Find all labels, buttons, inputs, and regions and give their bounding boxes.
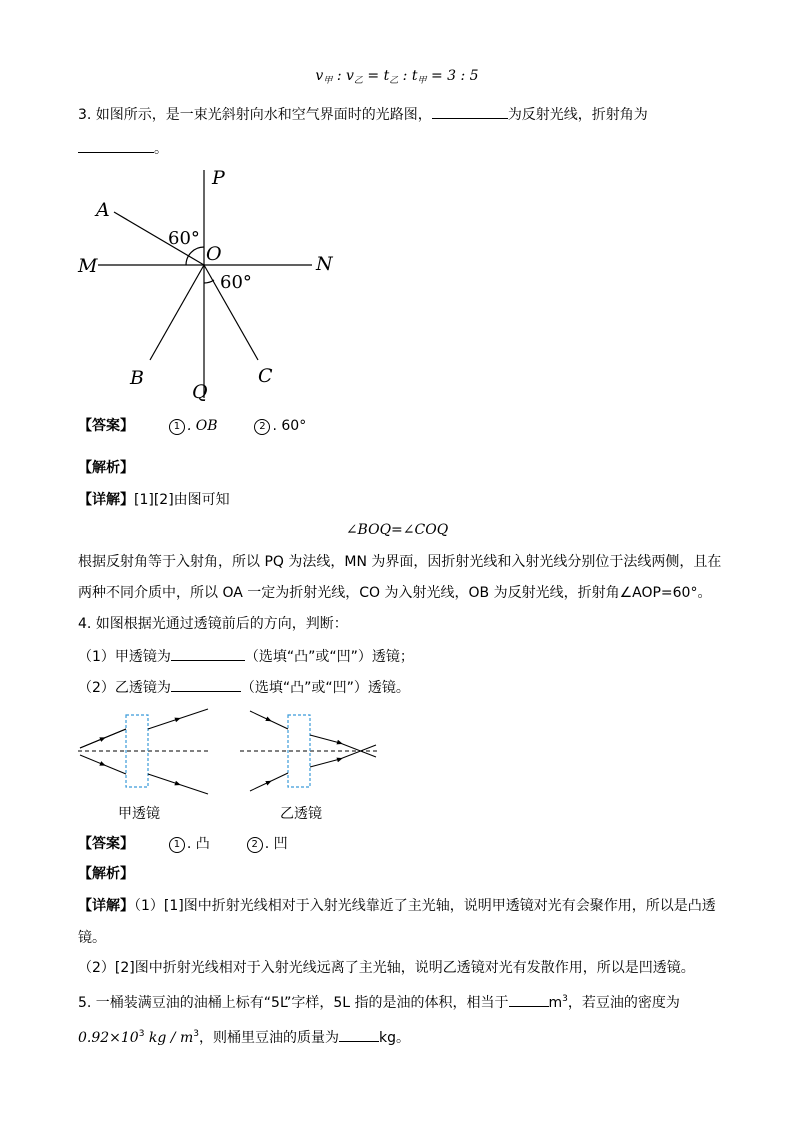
q3-stem-a: 3. 如图所示，是一束光斜射向水和空气界面时的光路图，	[78, 107, 432, 123]
answer-number-2: 2	[247, 837, 263, 853]
q5-blank-1	[509, 992, 549, 1007]
sub-jia: 甲	[323, 76, 333, 86]
q3-angle-formula: ∠BOQ=∠COQ	[345, 522, 449, 538]
q3-stem-line1	[78, 104, 648, 125]
answer-2: . 60°	[272, 418, 307, 434]
q3-blank-1	[432, 104, 508, 119]
answer-label: 【答案】	[78, 418, 134, 434]
q4-lens-diagram	[70, 705, 390, 830]
q4-answer-line	[78, 834, 288, 854]
angle-arc-bottom	[204, 280, 214, 283]
q4-part1-a: （1）甲透镜为	[78, 649, 171, 665]
q4-explanation-2: （2）[2]图中折射光线相对于入射光线远离了主光轴，说明乙透镜对光有发散作用，所以是凹透镜。	[78, 960, 695, 976]
top-ratio-formula	[0, 66, 794, 91]
label-m: M	[78, 255, 98, 277]
v-symbol: v	[315, 68, 324, 84]
q4-stem: 4. 如图根据光通过透镜前后的方向，判断：	[78, 616, 348, 632]
label-b: B	[130, 367, 144, 389]
q4-part1	[78, 646, 414, 667]
q3-analysis-label: 【解析】	[78, 460, 134, 476]
ray-ob	[150, 265, 204, 360]
angle-label-top: 60°	[168, 228, 200, 249]
q5-stem-c: ，则桶里豆油的质量为	[198, 1030, 339, 1046]
equals: =	[430, 68, 443, 84]
answer-number-2: 2	[254, 419, 270, 435]
colon: :	[402, 68, 408, 84]
q5-stem-b: ，若豆油的密度为	[567, 995, 680, 1011]
angle-arc-top	[186, 247, 204, 265]
q3-answer-line	[78, 416, 306, 436]
v-symbol: v	[345, 68, 354, 84]
label-a: A	[96, 199, 110, 221]
t-symbol: t	[383, 68, 390, 84]
q3-stem-line2	[78, 138, 168, 159]
answer-1: . OB	[186, 418, 218, 434]
lens-yi-label: 乙透镜	[280, 806, 322, 822]
q3-explanation-1: 根据反射角等于入射角，所以 PQ 为法线，MN 为界面，因折射光线和入射光线分别位于法线两侧，且在	[78, 554, 722, 570]
q5-density-unit-exp: 3	[193, 1029, 199, 1039]
answer-label: 【答案】	[78, 836, 134, 852]
q4-blank-2	[171, 677, 241, 692]
q5-density-unit: kg / m	[144, 1030, 194, 1046]
q5-blank-2	[339, 1027, 379, 1042]
label-n: N	[316, 253, 333, 275]
q4-part2-b: （选填“凸”或“凹”）透镜。	[240, 680, 410, 696]
answer-number-1: 1	[169, 419, 185, 435]
q4-part1-b: （选填“凸”或“凹”）透镜；	[244, 649, 414, 665]
angle-label-bottom: 60°	[220, 272, 252, 293]
q5-stem-line1	[78, 989, 680, 1013]
detail-label: 【详解】	[78, 898, 134, 914]
q4-explanation-1b: 镜。	[78, 930, 106, 946]
ratio-value: 3 : 5	[447, 68, 479, 84]
q5-density-exp: 3	[138, 1029, 145, 1039]
q3-stem-b: 为反射光线，折射角为	[507, 107, 648, 123]
q3-stem-end: 。	[154, 141, 168, 157]
q5-unit-2: kg。	[378, 1030, 410, 1046]
label-c: C	[258, 365, 273, 387]
q3-detail-intro: [1][2]由图可知	[134, 492, 230, 508]
answer-number-1: 1	[169, 837, 185, 853]
q5-unit-1: m	[548, 995, 563, 1011]
q4-explanation-1: （1）[1]图中折射光线相对于入射光线靠近了主光轴，说明甲透镜对光有会聚作用，所以是凸透	[134, 898, 716, 914]
q4-part2	[78, 677, 410, 698]
lens-yi	[240, 711, 380, 791]
sub-yi: 乙	[389, 76, 399, 86]
sub-jia: 甲	[417, 76, 427, 86]
answer-1: . 凸	[186, 836, 210, 852]
equals: =	[367, 68, 380, 84]
answer-2: . 凹	[264, 836, 288, 852]
q5-unit-1-exp: 3	[562, 994, 568, 1004]
label-o: O	[206, 243, 222, 265]
q5-stem-a: 5. 一桶装满豆油的油桶上标有“5L”字样，5L 指的是油的体积，相当于	[78, 995, 509, 1011]
q3-blank-2	[78, 138, 154, 153]
q3-explanation-2: 两种不同介质中，所以 OA 一定为折射光线，CO 为入射光线，OB 为反射光线，折射角∠AOP=60°。	[78, 585, 712, 601]
lens-jia-label: 甲透镜	[118, 806, 160, 822]
sub-yi: 乙	[353, 76, 363, 86]
q4-blank-1	[171, 646, 245, 661]
label-p: P	[212, 167, 225, 189]
lens-jia	[78, 709, 210, 794]
detail-label: 【详解】	[78, 492, 134, 508]
q5-density-value: 0.92×10	[78, 1030, 139, 1046]
colon: :	[336, 68, 342, 84]
q3-detail-line	[78, 490, 230, 510]
q4-analysis-label: 【解析】	[78, 866, 134, 882]
label-q: Q	[192, 381, 208, 403]
q3-light-path-diagram	[70, 160, 350, 410]
q4-part2-a: （2）乙透镜为	[78, 680, 171, 696]
q5-stem-line2	[78, 1024, 410, 1048]
q4-detail-line	[78, 896, 716, 916]
t-symbol: t	[411, 68, 418, 84]
